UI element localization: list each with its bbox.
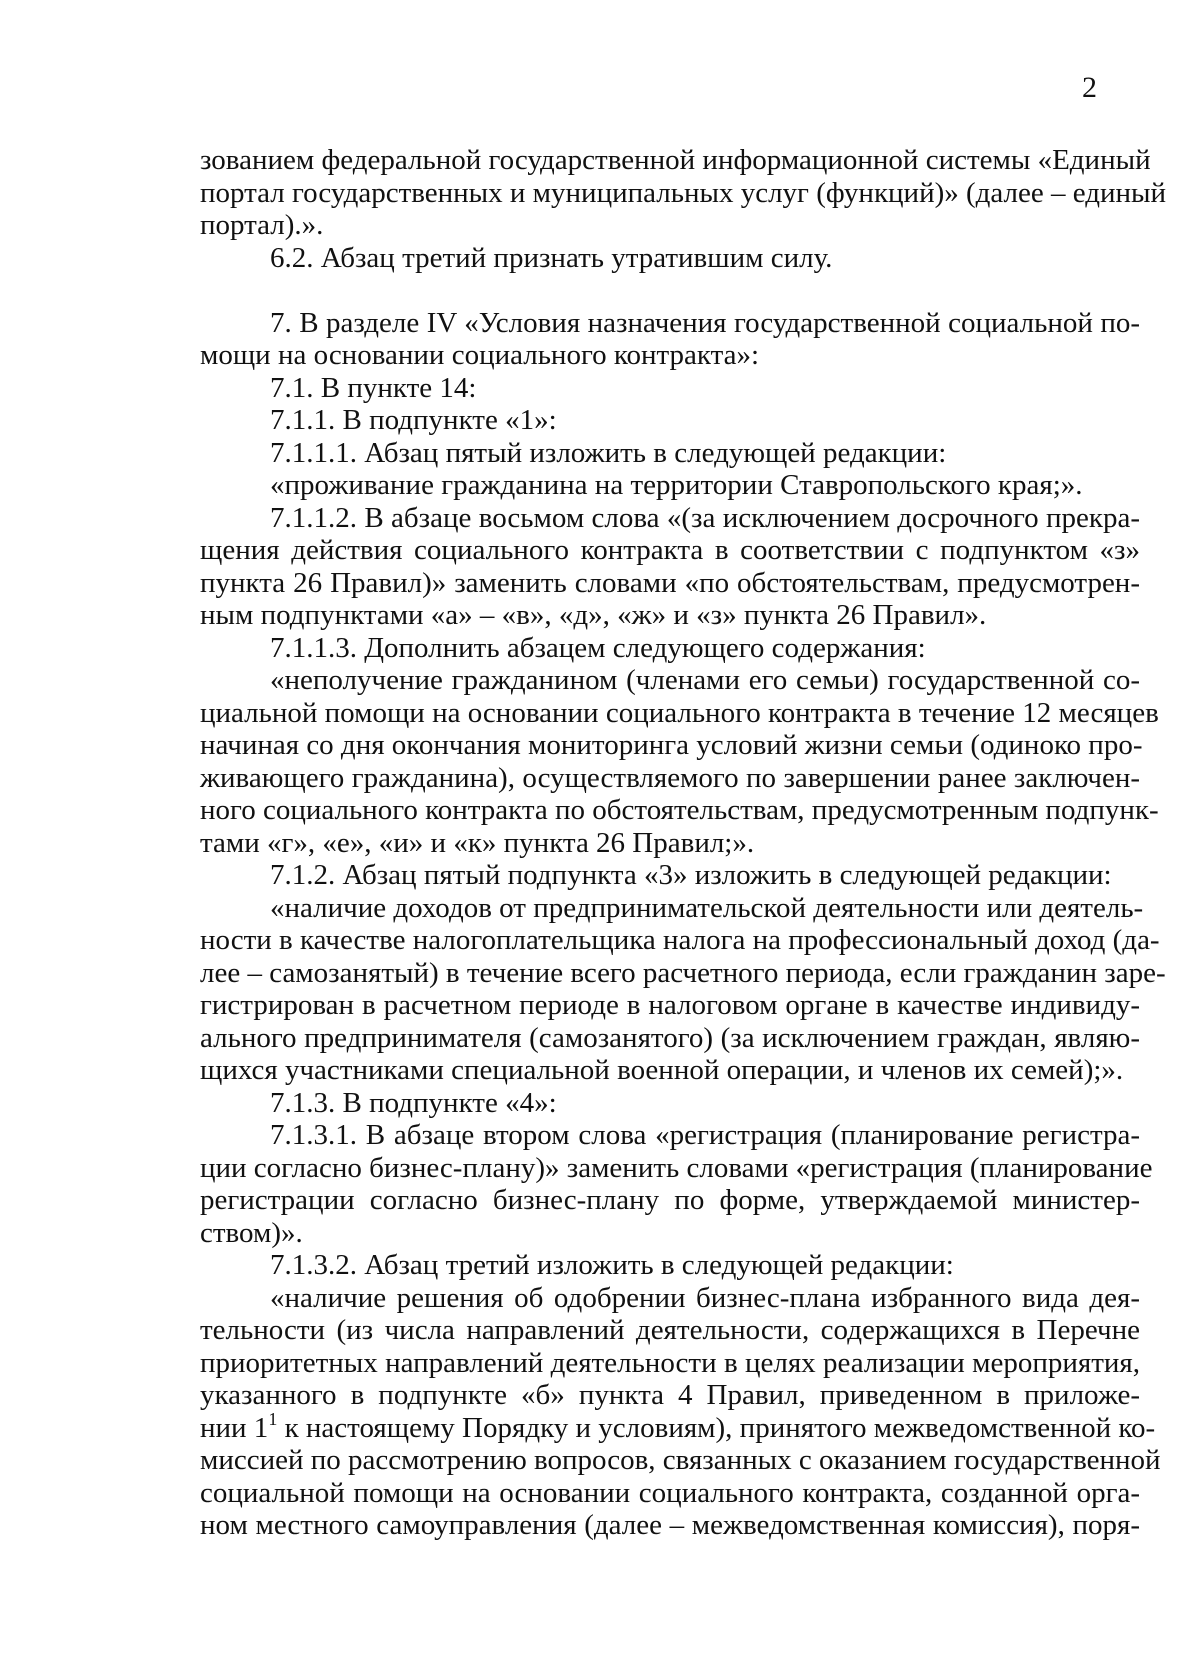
text-line: лее – самозанятый) в течение всего расчетного периода, если гражданин заре-: [200, 956, 1166, 989]
text-line: «проживание гражданина на территории Ставропольского края;».: [270, 469, 1083, 501]
text-line: «наличие решения об одобрении бизнес-плана избранного вида дея-: [270, 1281, 1140, 1314]
text-line: 7.1.2. Абзац пятый подпункта «3» изложить в следующей редакции:: [270, 859, 1112, 891]
text-line: 7.1. В пункте 14:: [270, 371, 477, 404]
text-line: «наличие доходов от предпринимательской деятельности или деятель-: [270, 891, 1144, 924]
text-line: зованием федеральной государственной информационной системы «Единый: [200, 144, 1151, 176]
text-line: щихся участниками специальной военной операции, и членов их семей);».: [200, 1054, 1124, 1086]
text-line: [200, 1408, 1156, 1445]
text-line: живающего гражданина), осуществляемого по завершении ранее заключен-: [200, 761, 1140, 794]
text-line: миссией по рассмотрению вопросов, связанных с оказанием государственной: [200, 1444, 1161, 1476]
superscript: 1: [268, 1408, 278, 1429]
text-line: регистрации согласно бизнес-плану по форме, утверждаемой министер-: [200, 1184, 1140, 1216]
text-line: ным подпунктами «а» – «в», «д», «ж» и «з» пункта 26 Правил».: [200, 599, 987, 631]
text-line: социальной помощи на основании социального контракта, созданной орга-: [200, 1476, 1140, 1509]
text-line: начиная со дня окончания мониторинга условий жизни семьи (одиноко про-: [200, 729, 1143, 761]
text-line: тами «г», «е», «и» и «к» пункта 26 Правил;».: [200, 826, 755, 859]
text-line: ством)».: [200, 1216, 303, 1249]
text-line: ции согласно бизнес-плану)» заменить словами «регистрация (планирование: [200, 1151, 1153, 1184]
text-line: 7. В разделе IV «Условия назначения государственной социальной по-: [270, 306, 1140, 339]
text-fragment: нии 1: [200, 1411, 269, 1444]
text-line: портал государственных и муниципальных услуг (функций)» (далее – единый: [200, 176, 1167, 209]
text-line: ального предпринимателя (самозанятого) (за исключением граждан, являю-: [200, 1021, 1140, 1054]
text-line: щения действия социального контракта в соответствии с подпунктом «з»: [200, 534, 1140, 566]
text-line: 7.1.1.1. Абзац пятый изложить в следующей редакции:: [270, 436, 947, 469]
text-line: 7.1.1. В подпункте «1»:: [270, 404, 557, 436]
text-line: ного социального контракта по обстоятельствам, предусмотренным подпунк-: [200, 794, 1159, 826]
text-line: 7.1.3.1. В абзаце втором слова «регистрация (планирование регистра-: [270, 1119, 1140, 1151]
text-line: портал).».: [200, 209, 324, 241]
text-fragment: к настоящему Порядку и условиям), принятого межведомственной ко-: [277, 1411, 1156, 1444]
text-line: «неполучение гражданином (членами его семьи) государственной со-: [270, 664, 1140, 696]
text-line: пункта 26 Правил)» заменить словами «по обстоятельствам, предусмотрен-: [200, 566, 1140, 599]
text-line: циальной помощи на основании социального контракта в течение 12 месяцев: [200, 696, 1159, 729]
text-line: 7.1.1.2. В абзаце восьмом слова «(за исключением досрочного прекра-: [270, 501, 1140, 534]
text-line: приоритетных направлений деятельности в целях реализации мероприятия,: [200, 1346, 1140, 1379]
text-line: мощи на основании социального контракта»:: [200, 339, 760, 371]
text-line: ности в качестве налогоплательщика налога на профессиональный доход (да-: [200, 924, 1160, 956]
page-number: 2: [1082, 71, 1097, 104]
paragraph-gap: [200, 274, 1140, 307]
text-line: тельности (из числа направлений деятельности, содержащихся в Перечне: [200, 1314, 1140, 1346]
text-line: 7.1.3.2. Абзац третий изложить в следующей редакции:: [270, 1249, 954, 1281]
text-line: указанного в подпункте «б» пункта 4 Правил, приведенном в приложе-: [200, 1379, 1140, 1411]
text-line: 7.1.3. В подпункте «4»:: [270, 1086, 557, 1119]
text-line: 6.2. Абзац третий признать утратившим силу.: [270, 241, 833, 274]
text-line: гистрирован в расчетном периоде в налоговом органе в качестве индивиду-: [200, 989, 1140, 1021]
text-line: ном местного самоуправления (далее – межведомственная комиссия), поря-: [200, 1509, 1140, 1541]
document-body: [200, 144, 1167, 1542]
text-line: 7.1.1.3. Дополнить абзацем следующего содержания:: [270, 631, 926, 664]
